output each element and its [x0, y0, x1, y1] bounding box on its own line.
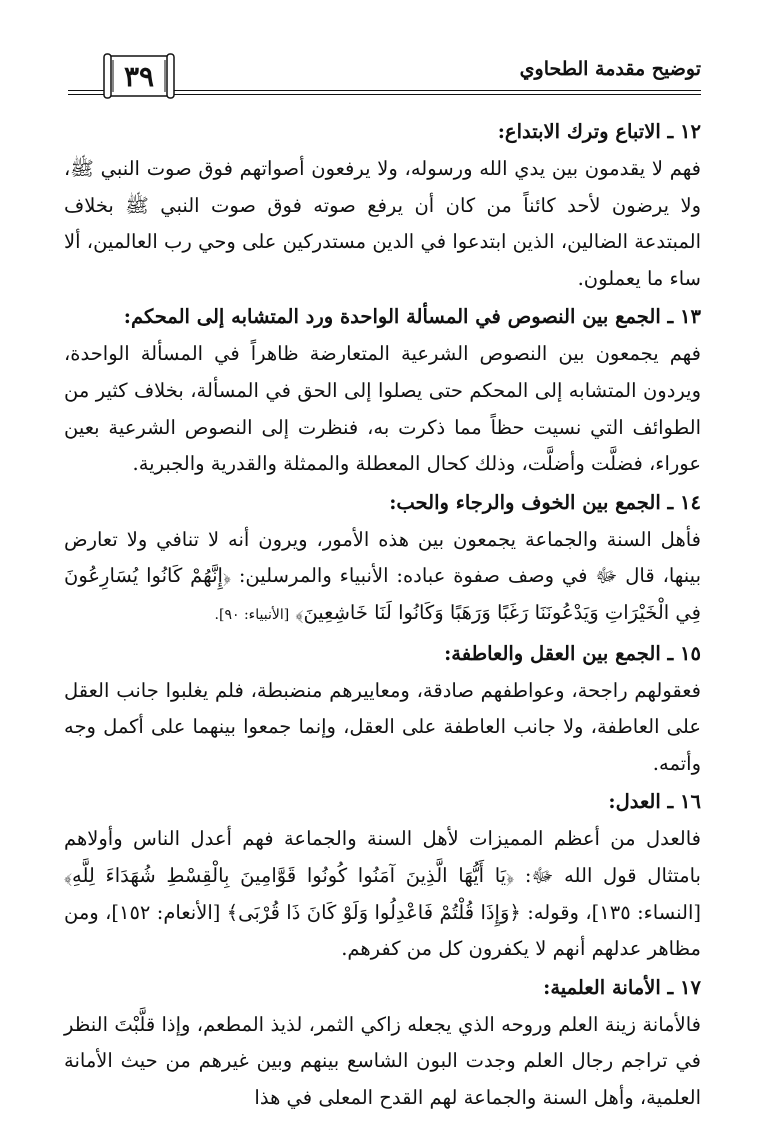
section-body-14 [64, 522, 701, 634]
section-body-16: فالعدل من أعظم المميزات لأهل السنة والجماعة فهم أعدل الناس وأولاهم بامتثال قول الله ﷻ: ﴿يَا أَيُّهَا الَّذِينَ آمَنُوا كُونُوا قَوَّامِينَ بِالْقِسْطِ شُهَدَاءَ لِلَّهِ﴾ [النساء: ١٣٥]، وقوله: ﴿وَإِذَا قُلْتُمْ فَاعْدِلُوا وَلَوْ كَانَ ذَا قُرْبَى﴾ [الأنعام: ١٥٢]، ومن مظاهر عدلهم أنهم لا يكفرون كل من كفرهم. [64, 827, 701, 961]
section-heading-14: ١٤ ـ الجمع بين الخوف والرجاء والحب: [389, 490, 701, 514]
page-header [0, 0, 759, 110]
section-body-15: فعقولهم راجحة، وعواطفهم صادقة، ومعاييرهم منضبطة، فلم يغلبوا جانب العقل على العاطفة، ولا جانب العاطفة على العقل، وإنما جمعوا بينهما على أكمل وجه وأتمه. [64, 678, 701, 775]
page-number-scroll [103, 52, 175, 100]
running-title: توضيح مقدمة الطحاوي [519, 58, 701, 80]
section-body-17: فالأمانة زينة العلم وروحه الذي يجعله زاكي الثمر، لذيذ المطعم، وإذا قلَّبْتَ النظر في تراجم رجال العلم وجدت البون الشاسع بينهم وبين غيرهم من حيث الأمانة العلمية، وأهل السنة والجماعة لهم القدح المعلى في هذا [64, 1012, 701, 1109]
section-body-13: فهم يجمعون بين النصوص الشرعية المتعارضة ظاهراً في المسألة الواحدة، ويردون المتشابه إلى المحكم حتى يصلوا إلى الحق في المسألة، بخلاف كثير من الطوائف التي نسيت حظاً مما ذكرت به، فنظرت إلى النصوص الشرعية بعين عوراء، فضلَّت وأضلَّت، وذلك كحال المعطلة والممثلة والقدرية والجبرية. [64, 342, 701, 476]
section-heading-15: ١٥ ـ الجمع بين العقل والعاطفة: [444, 641, 701, 665]
section-body-12: فهم لا يقدمون بين يدي الله ورسوله، ولا يرفعون أصواتهم فوق صوت النبي ﷺ، ولا يرضون لأحد كائناً من كان أن يرفع صوته فوق صوت النبي ﷺ بخلاف المبتدعة الضالين، الذين ابتدعوا في الدين مستدركين على وحي رب العالمين، ألا ساء ما يعملون. [64, 157, 701, 290]
section-heading-16: ١٦ ـ العدل: [608, 790, 701, 814]
section-heading-12: ١٢ ـ الاتباع وترك الابتداع: [497, 120, 701, 143]
section-heading-13: ١٣ ـ الجمع بين النصوص في المسألة الواحدة ورد المتشابه إلى المحكم: [123, 305, 701, 329]
page-body [64, 112, 701, 1116]
verse-citation: [الأنبياء: ٩٠]. [214, 606, 290, 623]
page-number: ٣٩ [123, 60, 155, 93]
section-body-14-text: فأهل السنة والجماعة يجمعون بين هذه الأمور، ويرون أنه لا تنافي ولا تعارض بينها، قال ﷻ في وصف صفوة عباده: الأنبياء والمرسلين: ﴿إِنَّهُمْ كَانُوا يُسَارِعُونَ فِي الْخَيْرَاتِ وَيَدْعُونَنَا رَغَبًا وَرَهَبًا وَكَانُوا لَنَا خَاشِعِينَ﴾ [64, 527, 701, 624]
section-heading-17: ١٧ ـ الأمانة العلمية: [543, 975, 701, 999]
